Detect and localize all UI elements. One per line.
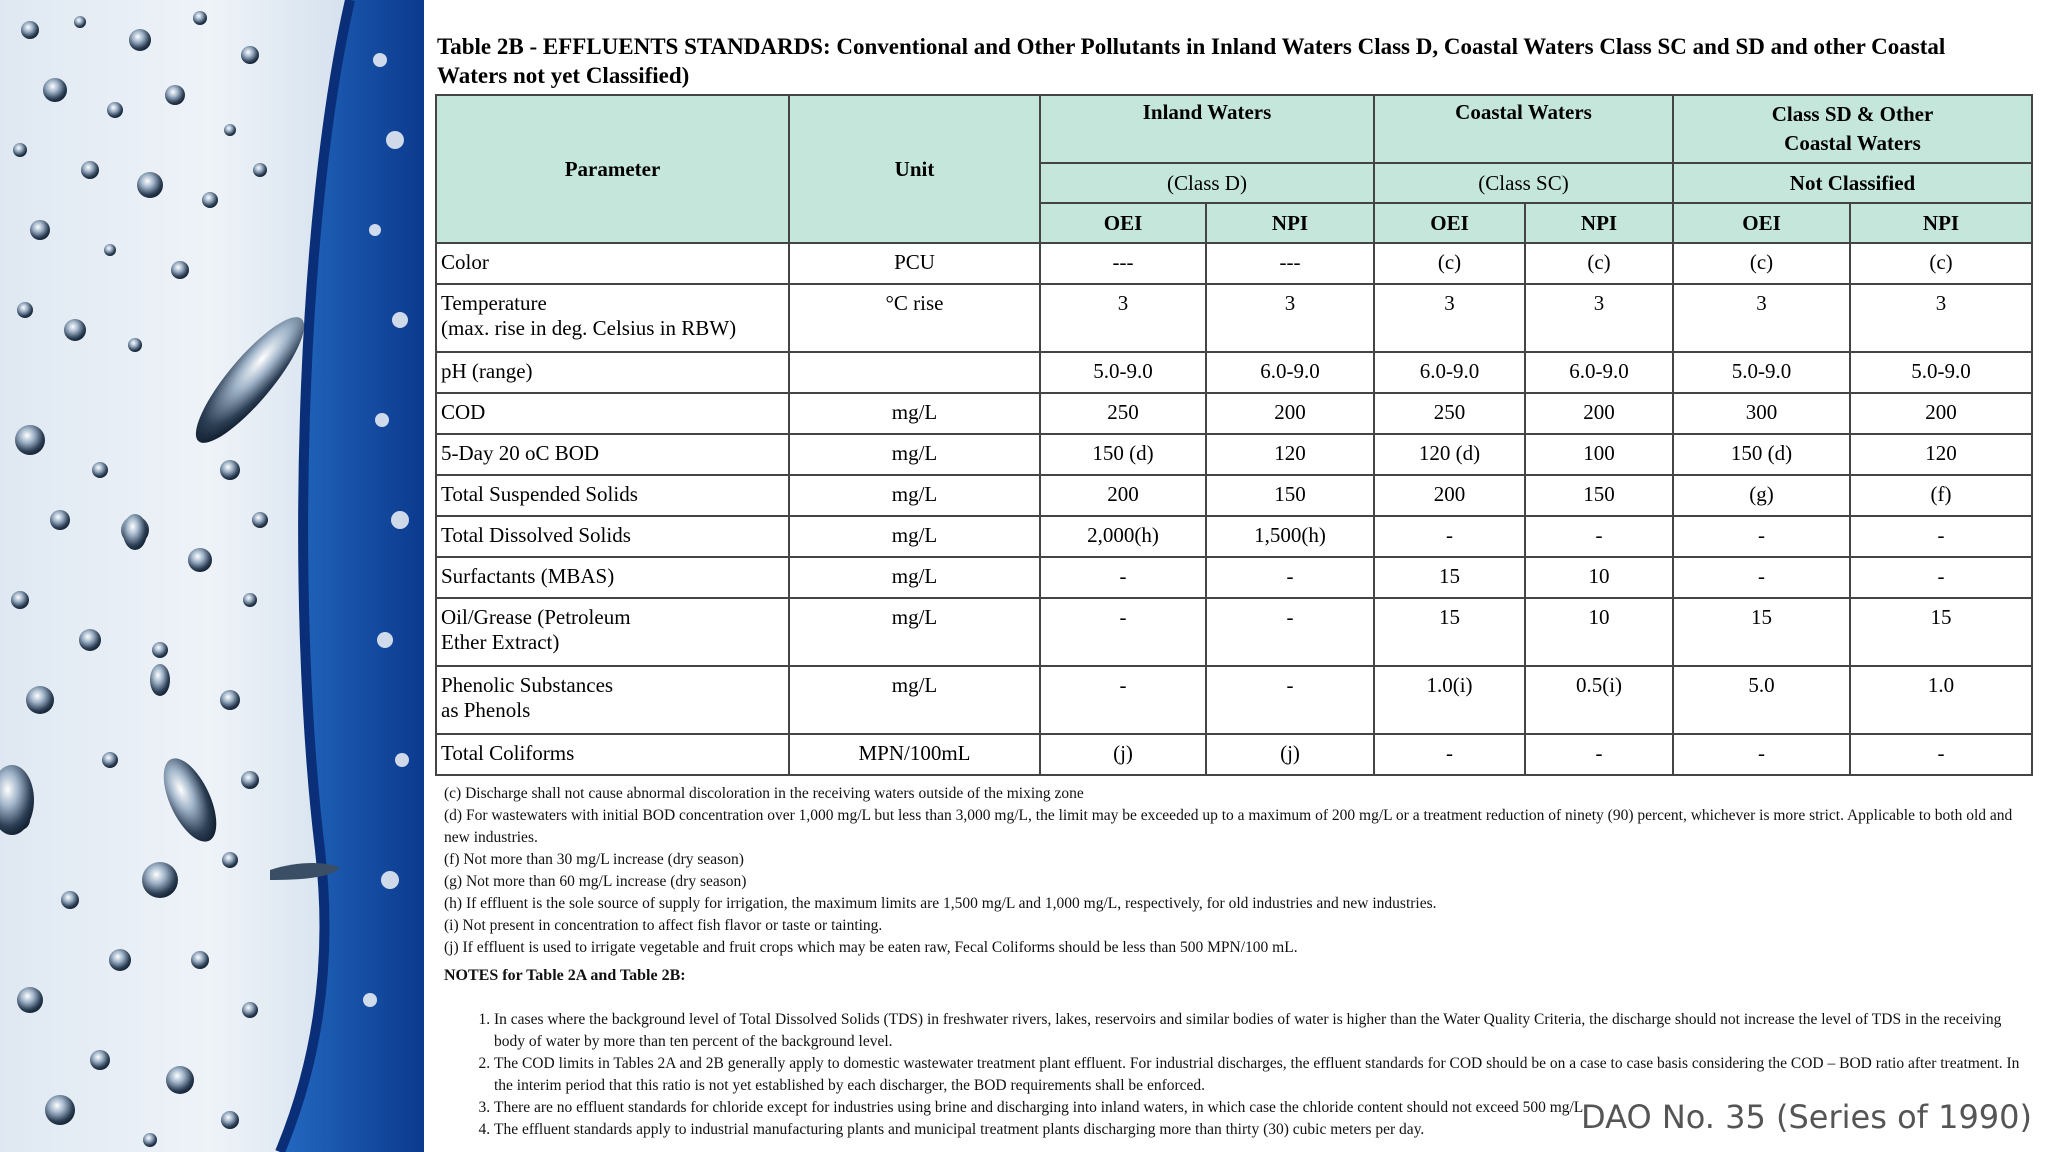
notes-section (444, 783, 2024, 1141)
parameter-name-line2: Ether Extract) (441, 630, 560, 654)
header-oei: OEI (1040, 203, 1206, 243)
value-cell: - (1206, 557, 1374, 598)
unit-cell: MPN/100mL (789, 734, 1040, 775)
value-cell: 1,500(h) (1206, 516, 1374, 557)
water-droplet-graphic (0, 0, 424, 1152)
header-npi: NPI (1525, 203, 1673, 243)
unit-cell: mg/L (789, 434, 1040, 475)
value-cell: - (1525, 734, 1673, 775)
value-cell: 150 (d) (1673, 434, 1850, 475)
header-not-classified: Not Classified (1673, 163, 2032, 203)
value-cell: 2,000(h) (1040, 516, 1206, 557)
source-footer: DAO No. 35 (Series of 1990) (1581, 1098, 2032, 1136)
water-droplet-background (0, 0, 424, 1152)
value-cell: - (1673, 516, 1850, 557)
effluent-standards-table (435, 94, 2033, 776)
unit-cell: mg/L (789, 557, 1040, 598)
header-class-d: (Class D) (1040, 163, 1374, 203)
parameter-name: Temperature (441, 291, 547, 315)
value-cell: 5.0-9.0 (1040, 352, 1206, 393)
footnote-d: (d) For wastewaters with initial BOD concentration over 1,000 mg/L but less than 3,000 mg/L, the limit may be exceeded up to a maximum of 200 mg/L or a treatment reduction of ninety (90) percent, whichever is more strict. Applicable to both old and new industries. (444, 807, 2013, 846)
parameter-name-line2: as Phenols (441, 698, 531, 722)
value-cell: 15 (1850, 598, 2032, 666)
value-cell: 6.0-9.0 (1374, 352, 1525, 393)
value-cell: --- (1206, 243, 1374, 284)
parameter-cell: 5-Day 20 oC BOD (436, 434, 789, 475)
value-cell: 100 (1525, 434, 1673, 475)
parameter-cell: Total Dissolved Solids (436, 516, 789, 557)
value-cell: - (1374, 734, 1525, 775)
unit-cell: PCU (789, 243, 1040, 284)
value-cell: - (1525, 516, 1673, 557)
value-cell: 10 (1525, 598, 1673, 666)
table-row (436, 557, 2032, 598)
header-unit: Unit (789, 95, 1040, 243)
value-cell: - (1850, 557, 2032, 598)
parameter-cell: Surfactants (MBAS) (436, 557, 789, 598)
value-cell: (g) (1673, 475, 1850, 516)
table-row (436, 393, 2032, 434)
parameter-cell (436, 598, 789, 666)
unit-cell: mg/L (789, 475, 1040, 516)
value-cell: 3 (1374, 284, 1525, 352)
note-item: 4. The effluent standards apply to industrial manufacturing plants and municipal treatment plants discharging more than thirty (30) cubic meters per day. (494, 1119, 2024, 1141)
table-row (436, 734, 2032, 775)
value-cell: 5.0-9.0 (1850, 352, 2032, 393)
value-cell: 120 (d) (1374, 434, 1525, 475)
value-cell: - (1206, 666, 1374, 734)
footnote-h: (h) If effluent is the sole source of supply for irrigation, the maximum limits are 1,500 mg/L and 1,000 mg/L, respectively, for old industries and new industries. (444, 895, 1437, 912)
value-cell: 15 (1374, 557, 1525, 598)
footnote-j: (j) If effluent is used to irrigate vegetable and fruit crops which may be eaten raw, Fecal Coliforms should be less than 500 MPN/100 mL. (444, 939, 1298, 956)
value-cell: 200 (1525, 393, 1673, 434)
value-cell: (f) (1850, 475, 2032, 516)
value-cell: 120 (1850, 434, 2032, 475)
table-row (436, 434, 2032, 475)
footnote-g: (g) Not more than 60 mg/L increase (dry season) (444, 873, 747, 890)
value-cell: (j) (1040, 734, 1206, 775)
value-cell: 5.0-9.0 (1673, 352, 1850, 393)
header-parameter: Parameter (436, 95, 789, 243)
value-cell: 200 (1206, 393, 1374, 434)
table-row (436, 352, 2032, 393)
value-cell: 6.0-9.0 (1206, 352, 1374, 393)
unit-cell: mg/L (789, 393, 1040, 434)
value-cell: 150 (1525, 475, 1673, 516)
value-cell: 120 (1206, 434, 1374, 475)
value-cell: (c) (1525, 243, 1673, 284)
value-cell: - (1040, 598, 1206, 666)
value-cell: - (1673, 557, 1850, 598)
value-cell: 300 (1673, 393, 1850, 434)
value-cell: 200 (1374, 475, 1525, 516)
header-coastal-waters: Coastal Waters (1374, 95, 1673, 163)
value-cell: - (1374, 516, 1525, 557)
value-cell: - (1850, 734, 2032, 775)
value-cell: 250 (1374, 393, 1525, 434)
table-row (436, 475, 2032, 516)
value-cell: 150 (1206, 475, 1374, 516)
value-cell: 15 (1374, 598, 1525, 666)
value-cell: - (1206, 598, 1374, 666)
value-cell: --- (1040, 243, 1206, 284)
table-row (436, 284, 2032, 352)
parameter-cell: pH (range) (436, 352, 789, 393)
value-cell: - (1040, 666, 1206, 734)
note-item: 3. There are no effluent standards for chloride except for industries using brine and discharging into inland waters, in which case the chloride content should not exceed 500 mg/L. (494, 1097, 2024, 1119)
value-cell: 6.0-9.0 (1525, 352, 1673, 393)
unit-cell: mg/L (789, 516, 1040, 557)
value-cell: - (1040, 557, 1206, 598)
parameter-cell: Total Coliforms (436, 734, 789, 775)
header-oei: OEI (1673, 203, 1850, 243)
header-class-sd-other (1673, 95, 2032, 163)
value-cell: 1.0 (1850, 666, 2032, 734)
parameter-cell: COD (436, 393, 789, 434)
header-inland-waters: Inland Waters (1040, 95, 1374, 163)
parameter-name-line2: (max. rise in deg. Celsius in RBW) (441, 316, 737, 340)
value-cell: 200 (1850, 393, 2032, 434)
value-cell: 3 (1673, 284, 1850, 352)
value-cell: 3 (1206, 284, 1374, 352)
table-row (436, 598, 2032, 666)
footnote-c: (c) Discharge shall not cause abnormal discoloration in the receiving waters outside of the mixing zone (444, 785, 1084, 802)
unit-cell: mg/L (789, 598, 1040, 666)
unit-cell: mg/L (789, 666, 1040, 734)
value-cell: (c) (1850, 243, 2032, 284)
note-item: 1. In cases where the background level of Total Dissolved Solids (TDS) in freshwater rivers, lakes, reservoirs and similar bodies of water is higher than the Water Quality Criteria, the discharge should not increase the level of TDS in the receiving body of water by more than ten percent of the background level. (494, 1009, 2024, 1053)
document-content (424, 0, 2048, 1152)
notes-heading: NOTES for Table 2A and Table 2B: (444, 967, 686, 984)
parameter-cell (436, 284, 789, 352)
footnote-i: (i) Not present in concentration to affect fish flavor or taste or tainting. (444, 917, 883, 934)
table-row (436, 516, 2032, 557)
parameter-name: Phenolic Substances (441, 673, 614, 697)
value-cell: 3 (1850, 284, 2032, 352)
table-row (436, 243, 2032, 284)
value-cell: 0.5(i) (1525, 666, 1673, 734)
header-npi: NPI (1206, 203, 1374, 243)
value-cell: 200 (1040, 475, 1206, 516)
unit-cell (789, 352, 1040, 393)
value-cell: 1.0(i) (1374, 666, 1525, 734)
value-cell: 5.0 (1673, 666, 1850, 734)
value-cell: 150 (d) (1040, 434, 1206, 475)
header-class-sd-line1: Class SD & Other (1771, 102, 1934, 126)
table-row (436, 666, 2032, 734)
value-cell: 10 (1525, 557, 1673, 598)
parameter-cell (436, 666, 789, 734)
unit-cell: °C rise (789, 284, 1040, 352)
header-npi: NPI (1850, 203, 2032, 243)
value-cell: (j) (1206, 734, 1374, 775)
value-cell: (c) (1374, 243, 1525, 284)
parameter-name: Oil/Grease (Petroleum (441, 605, 631, 629)
note-item: 2. The COD limits in Tables 2A and 2B generally apply to domestic wastewater treatment plant effluent. For industrial discharges, the effluent standards for COD should be on a case to case basis considering the COD – BOD ratio after treatment. In the interim period that this ratio is not yet established by each discharger, the BOD requirements shall be enforced. (494, 1053, 2024, 1097)
value-cell: 250 (1040, 393, 1206, 434)
value-cell: - (1850, 516, 2032, 557)
value-cell: (c) (1673, 243, 1850, 284)
header-class-sc: (Class SC) (1374, 163, 1673, 203)
value-cell: 15 (1673, 598, 1850, 666)
parameter-cell: Total Suspended Solids (436, 475, 789, 516)
value-cell: - (1673, 734, 1850, 775)
value-cell: 3 (1525, 284, 1673, 352)
parameter-cell: Color (436, 243, 789, 284)
table-title: Table 2B - EFFLUENTS STANDARDS: Conventional and Other Pollutants in Inland Waters Class D, Coastal Waters Class SC and SD and other Coastal Waters not yet Classified) (437, 34, 1946, 88)
value-cell: 3 (1040, 284, 1206, 352)
header-class-sd-line2: Coastal Waters (1784, 131, 1921, 155)
header-oei: OEI (1374, 203, 1525, 243)
footnote-f: (f) Not more than 30 mg/L increase (dry season) (444, 851, 744, 868)
